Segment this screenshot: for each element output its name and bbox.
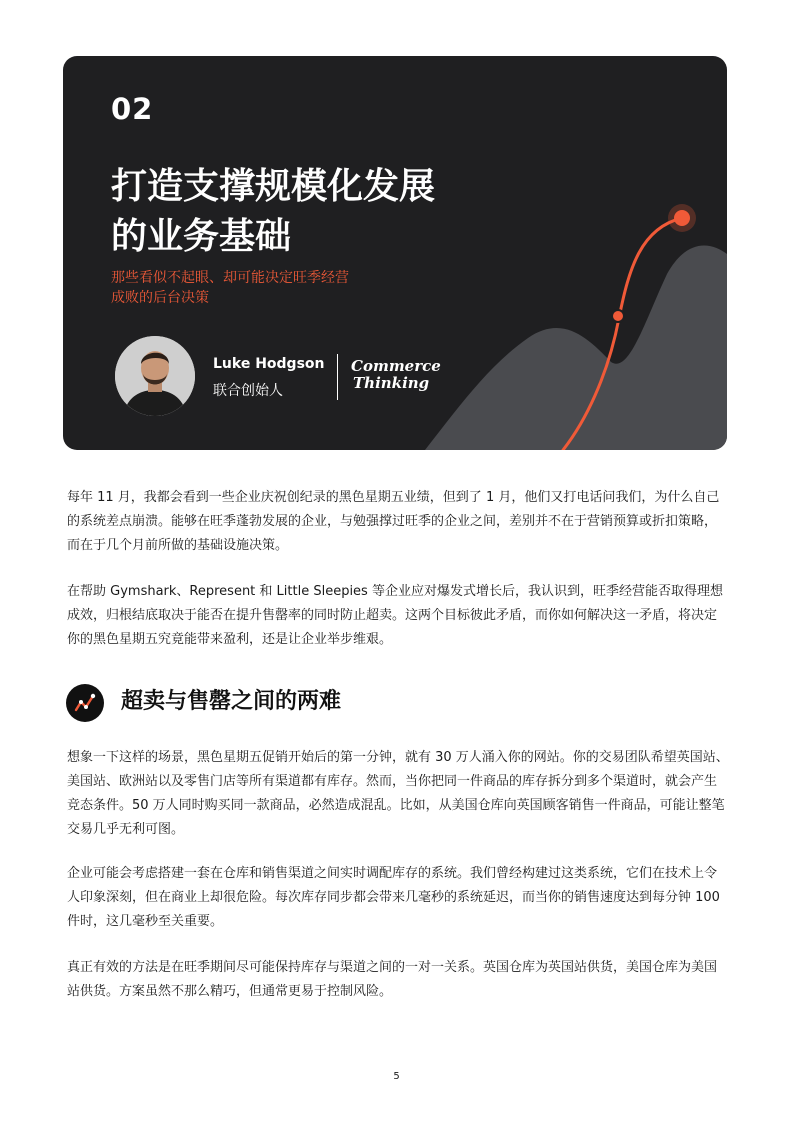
section-heading: 超卖与售罄之间的两难 (121, 689, 342, 714)
brand-logo-line: Thinking (353, 374, 430, 392)
intro-paragraph: 在帮助 Gymshark、Represent 和 Little Sleepies 等企业应对爆发式增长后，我认识到，旺季经营能否取得理想成效，归根结底取决于能否在提升售罄率的同时防止超卖。这两个目标彼此矛盾，而你如何解决这一矛盾，将决定你的黑色星期五究竟能带来盈利，还是让企业举步维艰。 (67, 584, 723, 647)
intro-paragraph: 每年 11 月，我都会看到一些企业庆祝创纪录的黑色星期五业绩，但到了 1 月，他们又打电话问我们，为什么自己的系统差点崩溃。能够在旺季蓬勃发展的企业，与勉强撑过旺季的企业之间，差别并不在于营销预算或折扣策略，而在于几个月前所做的基础设施决策。 (67, 490, 720, 553)
body-paragraph: 企业可能会考虑搭建一套在仓库和销售渠道之间实时调配库存的系统。我们曾经构建过这类系统，它们在技术上令人印象深刻，但在商业上却很危险。每次库存同步都会带来几毫秒的系统延迟，而当你的销售速度达到每分钟 100 件时，这几毫秒至关重要。 (67, 866, 720, 929)
mountain-shape (425, 245, 727, 450)
chapter-number: 02 (111, 92, 154, 126)
author-divider (337, 354, 338, 400)
author-portrait-icon (115, 336, 195, 416)
trend-line-icon (66, 684, 104, 722)
brand-logo (351, 358, 441, 392)
author-role: 联合创始人 (213, 383, 283, 399)
hero-subtitle-line: 那些看似不起眼、却可能决定旺季经营 (111, 270, 349, 286)
growth-point-top (674, 210, 690, 226)
author-avatar (115, 336, 195, 416)
hero-title-line: 打造支撑规模化发展 (111, 166, 436, 207)
author-name: Luke Hodgson (213, 356, 325, 372)
body-paragraph: 真正有效的方法是在旺季期间尽可能保持库存与渠道之间的一对一关系。英国仓库为英国站供货，美国仓库为美国站供货。方案虽然不那么精巧，但通常更易于控制风险。 (67, 960, 718, 999)
chapter-hero-card (63, 56, 727, 450)
body-paragraph: 想象一下这样的场景，黑色星期五促销开始后的第一分钟，就有 30 万人涌入你的网站。你的交易团队希望英国站、美国站、欧洲站以及零售门店等所有渠道都有库存。然而，当你把同一件商品的库存拆分到多个渠道时，就会产生竞态条件。50 万人同时购买同一款商品，必然造成混乱。比如，从美国仓库向英国顾客销售一件商品，可能让整笔交易几乎无利可图。 (67, 750, 729, 837)
hero-subtitle (111, 268, 411, 308)
hero-title (111, 162, 531, 262)
page-number: 5 (393, 1071, 400, 1082)
growth-point-mid (612, 310, 624, 322)
brand-logo-line: Commerce (351, 357, 441, 375)
hero-title-line: 的业务基础 (111, 216, 292, 257)
hero-subtitle-line: 成败的后台决策 (111, 290, 209, 306)
